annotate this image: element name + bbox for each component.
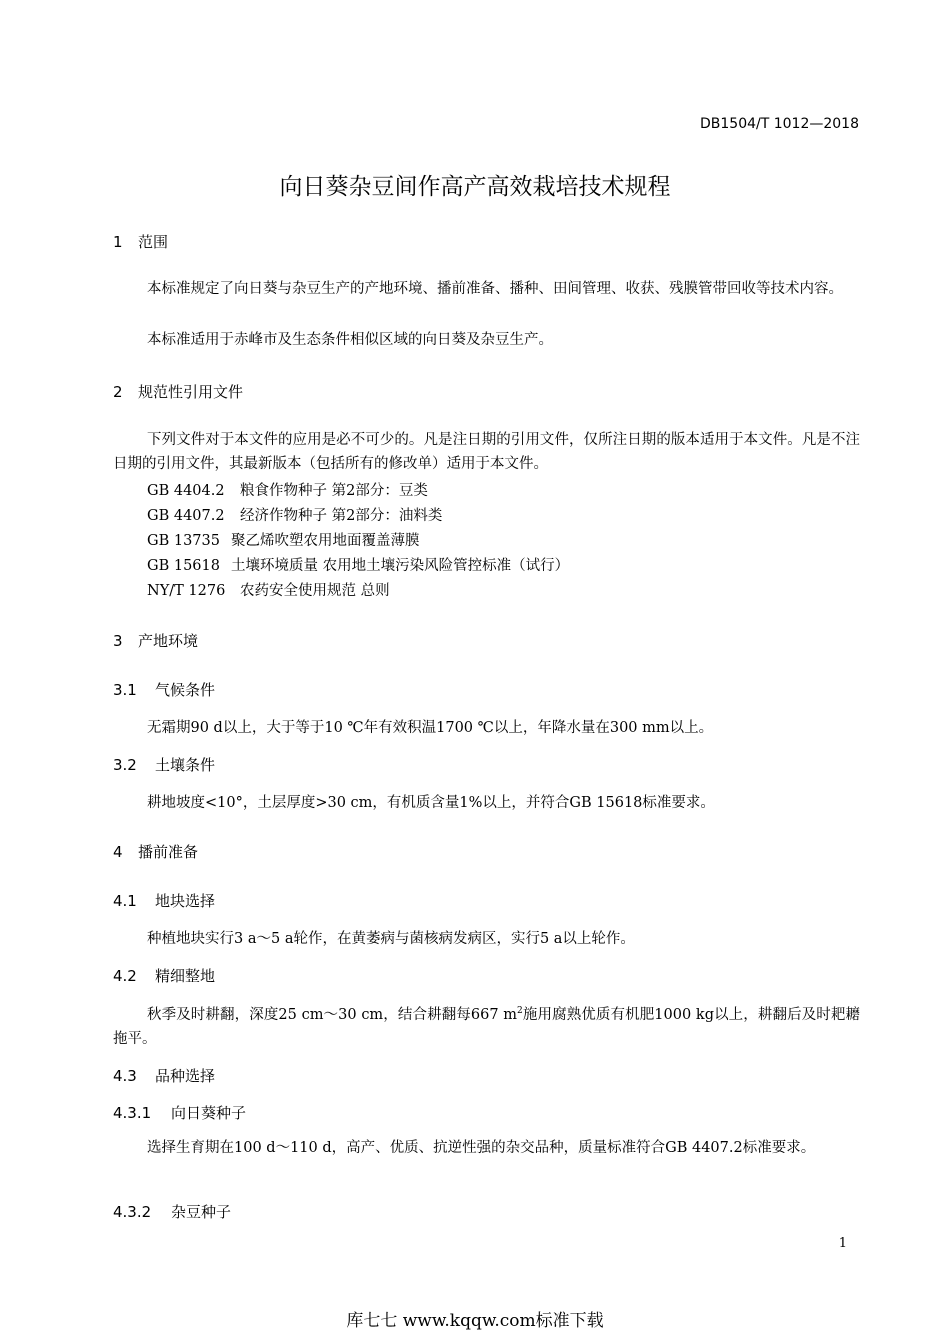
section-number: 2 — [113, 383, 123, 401]
paragraph: 本标准适用于赤峰市及生态条件相似区域的向日葵及杂豆生产。 — [147, 332, 553, 348]
paragraph: 耕地坡度<10°，土层厚度>30 cm，有机质含量1%以上，并符合GB 15618标准要求。 — [147, 795, 715, 811]
reference-name: 土壤环境质量 农用地土壤污染风险管控标准（试行） — [231, 558, 570, 574]
footer-watermark: 库七七 www.kqqw.com标准下载 — [346, 1311, 604, 1331]
reference-name: 农药安全使用规范 总则 — [240, 583, 390, 599]
section-title: 品种选择 — [155, 1067, 216, 1085]
page-title: 向日葵杂豆间作高产高效栽培技术规程 — [279, 174, 671, 200]
subsection-heading-4-3 — [113, 1065, 215, 1086]
paragraph: 无霜期90 d以上，大于等于10 ℃年有效积温1700 ℃以上，年降水量在300 mm以上。 — [147, 720, 714, 736]
section-number: 3.2 — [113, 756, 137, 774]
paragraph-text: 秋季及时耕翻，深度25 cm～30 cm，结合耕翻每667 m — [147, 1006, 518, 1023]
section-heading-1 — [113, 231, 168, 252]
reference-name: 聚乙烯吹塑农用地面覆盖薄膜 — [231, 533, 420, 549]
section-title: 播前准备 — [138, 843, 199, 861]
section-number: 3 — [113, 632, 123, 650]
section-number: 4 — [113, 843, 123, 861]
reference-code: GB 13735 — [147, 533, 220, 549]
reference-code: GB 4404.2 — [147, 483, 225, 499]
section-title: 土壤条件 — [155, 756, 216, 774]
paragraph: 选择生育期在100 d～110 d，高产、优质、抗逆性强的杂交品种，质量标准符合GB 4407.2标准要求。 — [147, 1140, 816, 1156]
page-number: 1 — [838, 1236, 847, 1251]
document-number: DB1504/T 1012—2018 — [700, 116, 859, 132]
reference-code: GB 4407.2 — [147, 508, 225, 524]
subsection-heading-4-1 — [113, 890, 215, 911]
section-number: 1 — [113, 233, 123, 251]
subsection-heading-3-1 — [113, 679, 215, 700]
subsection-heading-4-3-2 — [113, 1201, 231, 1222]
section-number: 4.2 — [113, 967, 137, 985]
paragraph — [113, 999, 860, 1051]
paragraph-text: 施用腐熟优质有机肥1000 kg以上，耕翻后及时耙耱拖平。 — [113, 1006, 860, 1047]
subsection-heading-3-2 — [113, 754, 215, 775]
paragraph: 下列文件对于本文件的应用是必不可少的。凡是注日期的引用文件，仅所注日期的版本适用于本文件。凡是不注日期的引用文件，其最新版本（包括所有的修改单）适用于本文件。 — [113, 432, 860, 472]
reference-code: NY/T 1276 — [147, 583, 226, 599]
reference-code: GB 15618 — [147, 558, 220, 574]
section-title: 气候条件 — [155, 681, 216, 699]
section-title: 产地环境 — [138, 632, 199, 650]
subsection-heading-4-3-1 — [113, 1102, 246, 1123]
reference-name: 经济作物种子 第2部分：油料类 — [240, 508, 443, 524]
section-number: 3.1 — [113, 681, 137, 699]
reference-item — [147, 529, 420, 550]
section-title: 地块选择 — [155, 892, 216, 910]
reference-name: 粮食作物种子 第2部分：豆类 — [240, 483, 428, 499]
superscript: 2 — [517, 1006, 523, 1016]
section-heading-4 — [113, 841, 198, 862]
subsection-heading-4-2 — [113, 965, 215, 986]
section-number: 4.3.2 — [113, 1203, 152, 1221]
paragraph: 种植地块实行3 a～5 a轮作，在黄萎病与菌核病发病区，实行5 a以上轮作。 — [147, 931, 635, 947]
reference-item — [147, 479, 428, 500]
section-title: 范围 — [138, 233, 169, 251]
section-title: 向日葵种子 — [171, 1104, 247, 1122]
paragraph: 本标准规定了向日葵与杂豆生产的产地环境、播前准备、播种、田间管理、收获、残膜管带回收等技术内容。 — [147, 281, 843, 297]
section-number: 4.3 — [113, 1067, 137, 1085]
reference-item — [147, 579, 390, 600]
section-title: 精细整地 — [155, 967, 216, 985]
section-title: 规范性引用文件 — [138, 383, 244, 401]
section-heading-2 — [113, 381, 243, 402]
reference-item — [147, 554, 569, 575]
section-heading-3 — [113, 630, 198, 651]
section-title: 杂豆种子 — [171, 1203, 232, 1221]
section-number: 4.1 — [113, 892, 137, 910]
reference-item — [147, 504, 442, 525]
section-number: 4.3.1 — [113, 1104, 152, 1122]
